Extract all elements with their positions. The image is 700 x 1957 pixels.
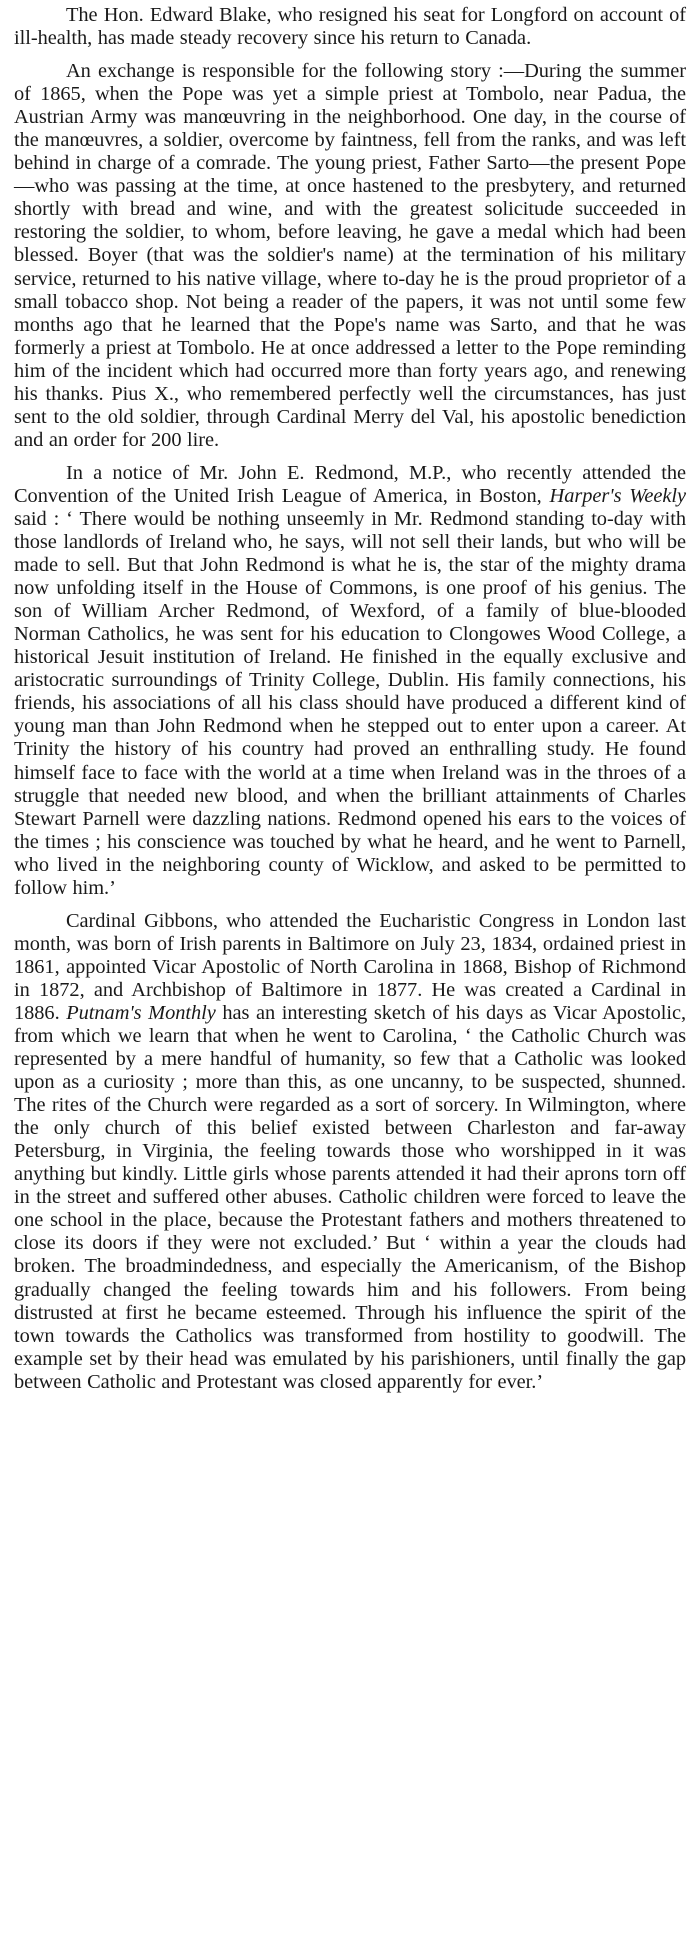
publication-title: Putnam's Monthly xyxy=(66,1001,216,1024)
paragraph-redmond xyxy=(14,462,686,900)
paragraph-text: Cardinal Gibbons, who attended the Eucharistic Congress in London last month, was born of Irish parents in Baltimore on July 23, 1834, ordained priest in 1861, appointed Vicar Apostolic of North Carolina in 1868, Bishop of Richmond in 1872, and Archbishop of Baltimore in 1877. He was created a Cardinal in 1886. xyxy=(14,909,686,1024)
paragraph-text: In a notice of Mr. John E. Redmond, M.P., who recently attended the Convention of the United Irish League of America, in Boston, xyxy=(14,461,686,507)
paragraph-text: The Hon. Edward Blake, who resigned his seat for Longford on account of ill-health, has made steady recovery since his return to Canada. xyxy=(14,4,686,50)
document-page xyxy=(14,4,686,1394)
paragraph-text: has an interesting sketch of his days as Vicar Apostolic, from which we learn that when he went to Carolina, ‘ the Catholic Church was represented by a mere handful of humanity, so few that a Catholic was looked upon as a curiosity ; more than this, as one uncanny, to be suspected, shunned. The rites of the Church were regarded as a sort of sorcery. In Wilmington, where the only church of this belief existed between Charleston and far-away Petersburg, in Virginia, the feeling towards those who worshipped in it was anything but kindly. Little girls whose parents attended it had their aprons torn off in the street and suffered other abuses. Catholic children were forced to leave the one school in the place, because the Protestant fathers and mothers threatened to close its doors if they were not excluded.’ But ‘ within a year the clouds had broken. The broadmindedness, and especially the Americanism, of the Bishop gradually changed the feeling towards him and his followers. From being distrusted at first he became esteemed. Through his influence the spirit of the town towards the Catholics was transformed from hostility to goodwill. The example set by their head was emulated by his parishioners, until finally the gap between Catholic and Protestant was closed apparently for ever.’ xyxy=(14,1001,686,1393)
paragraph-gibbons xyxy=(14,910,686,1394)
paragraph-pope-story xyxy=(14,60,686,452)
paragraph-text: said : ‘ There would be nothing unseemly in Mr. Redmond standing to-day with those landlords of Ireland who, he says, will not sell their lands, but who will be made to sell. But that John Redmond is what he is, the star of the mighty drama now unfolding itself in the House of Commons, is one proof of his genius. The son of William Archer Redmond, of Wexford, of a family of blue-blooded Norman Catholics, he was sent for his education to Clongowes Wood College, a historical Jesuit institution of Ireland. He finished in the equally exclusive and aristocratic surroundings of Trinity College, Dublin. His family connections, his friends, his associations of all his class should have produced a different kind of young man than John Redmond when he stepped out to enter upon a career. At Trinity the history of his country had proved an enthralling study. He found himself face to face with the world at a time when Ireland was in the throes of a struggle that needed new blood, and when the brilliant attainments of Charles Stewart Parnell were dazzling nations. Redmond opened his ears to the voices of the times ; his conscience was touched by what he heard, and he went to Parnell, who lived in the neighboring county of Wicklow, and asked to be permitted to follow him.’ xyxy=(14,507,686,899)
paragraph-text: An exchange is responsible for the following story :—During the summer of 1865, when the Pope was yet a simple priest at Tombolo, near Padua, the Austrian Army was manœuvring in the neighborhood. One day, in the course of the manœuvres, a soldier, overcome by faintness, fell from the ranks, and was left behind in charge of a comrade. The young priest, Father Sarto—the present Pope—who was passing at the time, at once hastened to the presbytery, and returned shortly with bread and wine, and with the greatest solicitude succeeded in restoring the soldier, to whom, before leaving, he gave a medal which had been blessed. Boyer (that was the soldier's name) at the termination of his military service, returned to his native village, where to-day he is the proud proprietor of a small tobacco shop. Not being a reader of the papers, it was not until some few months ago that he learned that the Pope's name was Sarto, and that he was formerly a priest at Tombolo. He at once addressed a letter to the Pope reminding him of the incident which had occurred more than forty years ago, and renewing his thanks. Pius X., who remembered perfectly well the circumstances, has just sent to the old soldier, through Cardinal Merry del Val, his apostolic benediction and an order for 200 lire. xyxy=(14,60,686,451)
paragraph-blake xyxy=(14,4,686,50)
publication-title: Harper's Weekly xyxy=(549,484,686,507)
